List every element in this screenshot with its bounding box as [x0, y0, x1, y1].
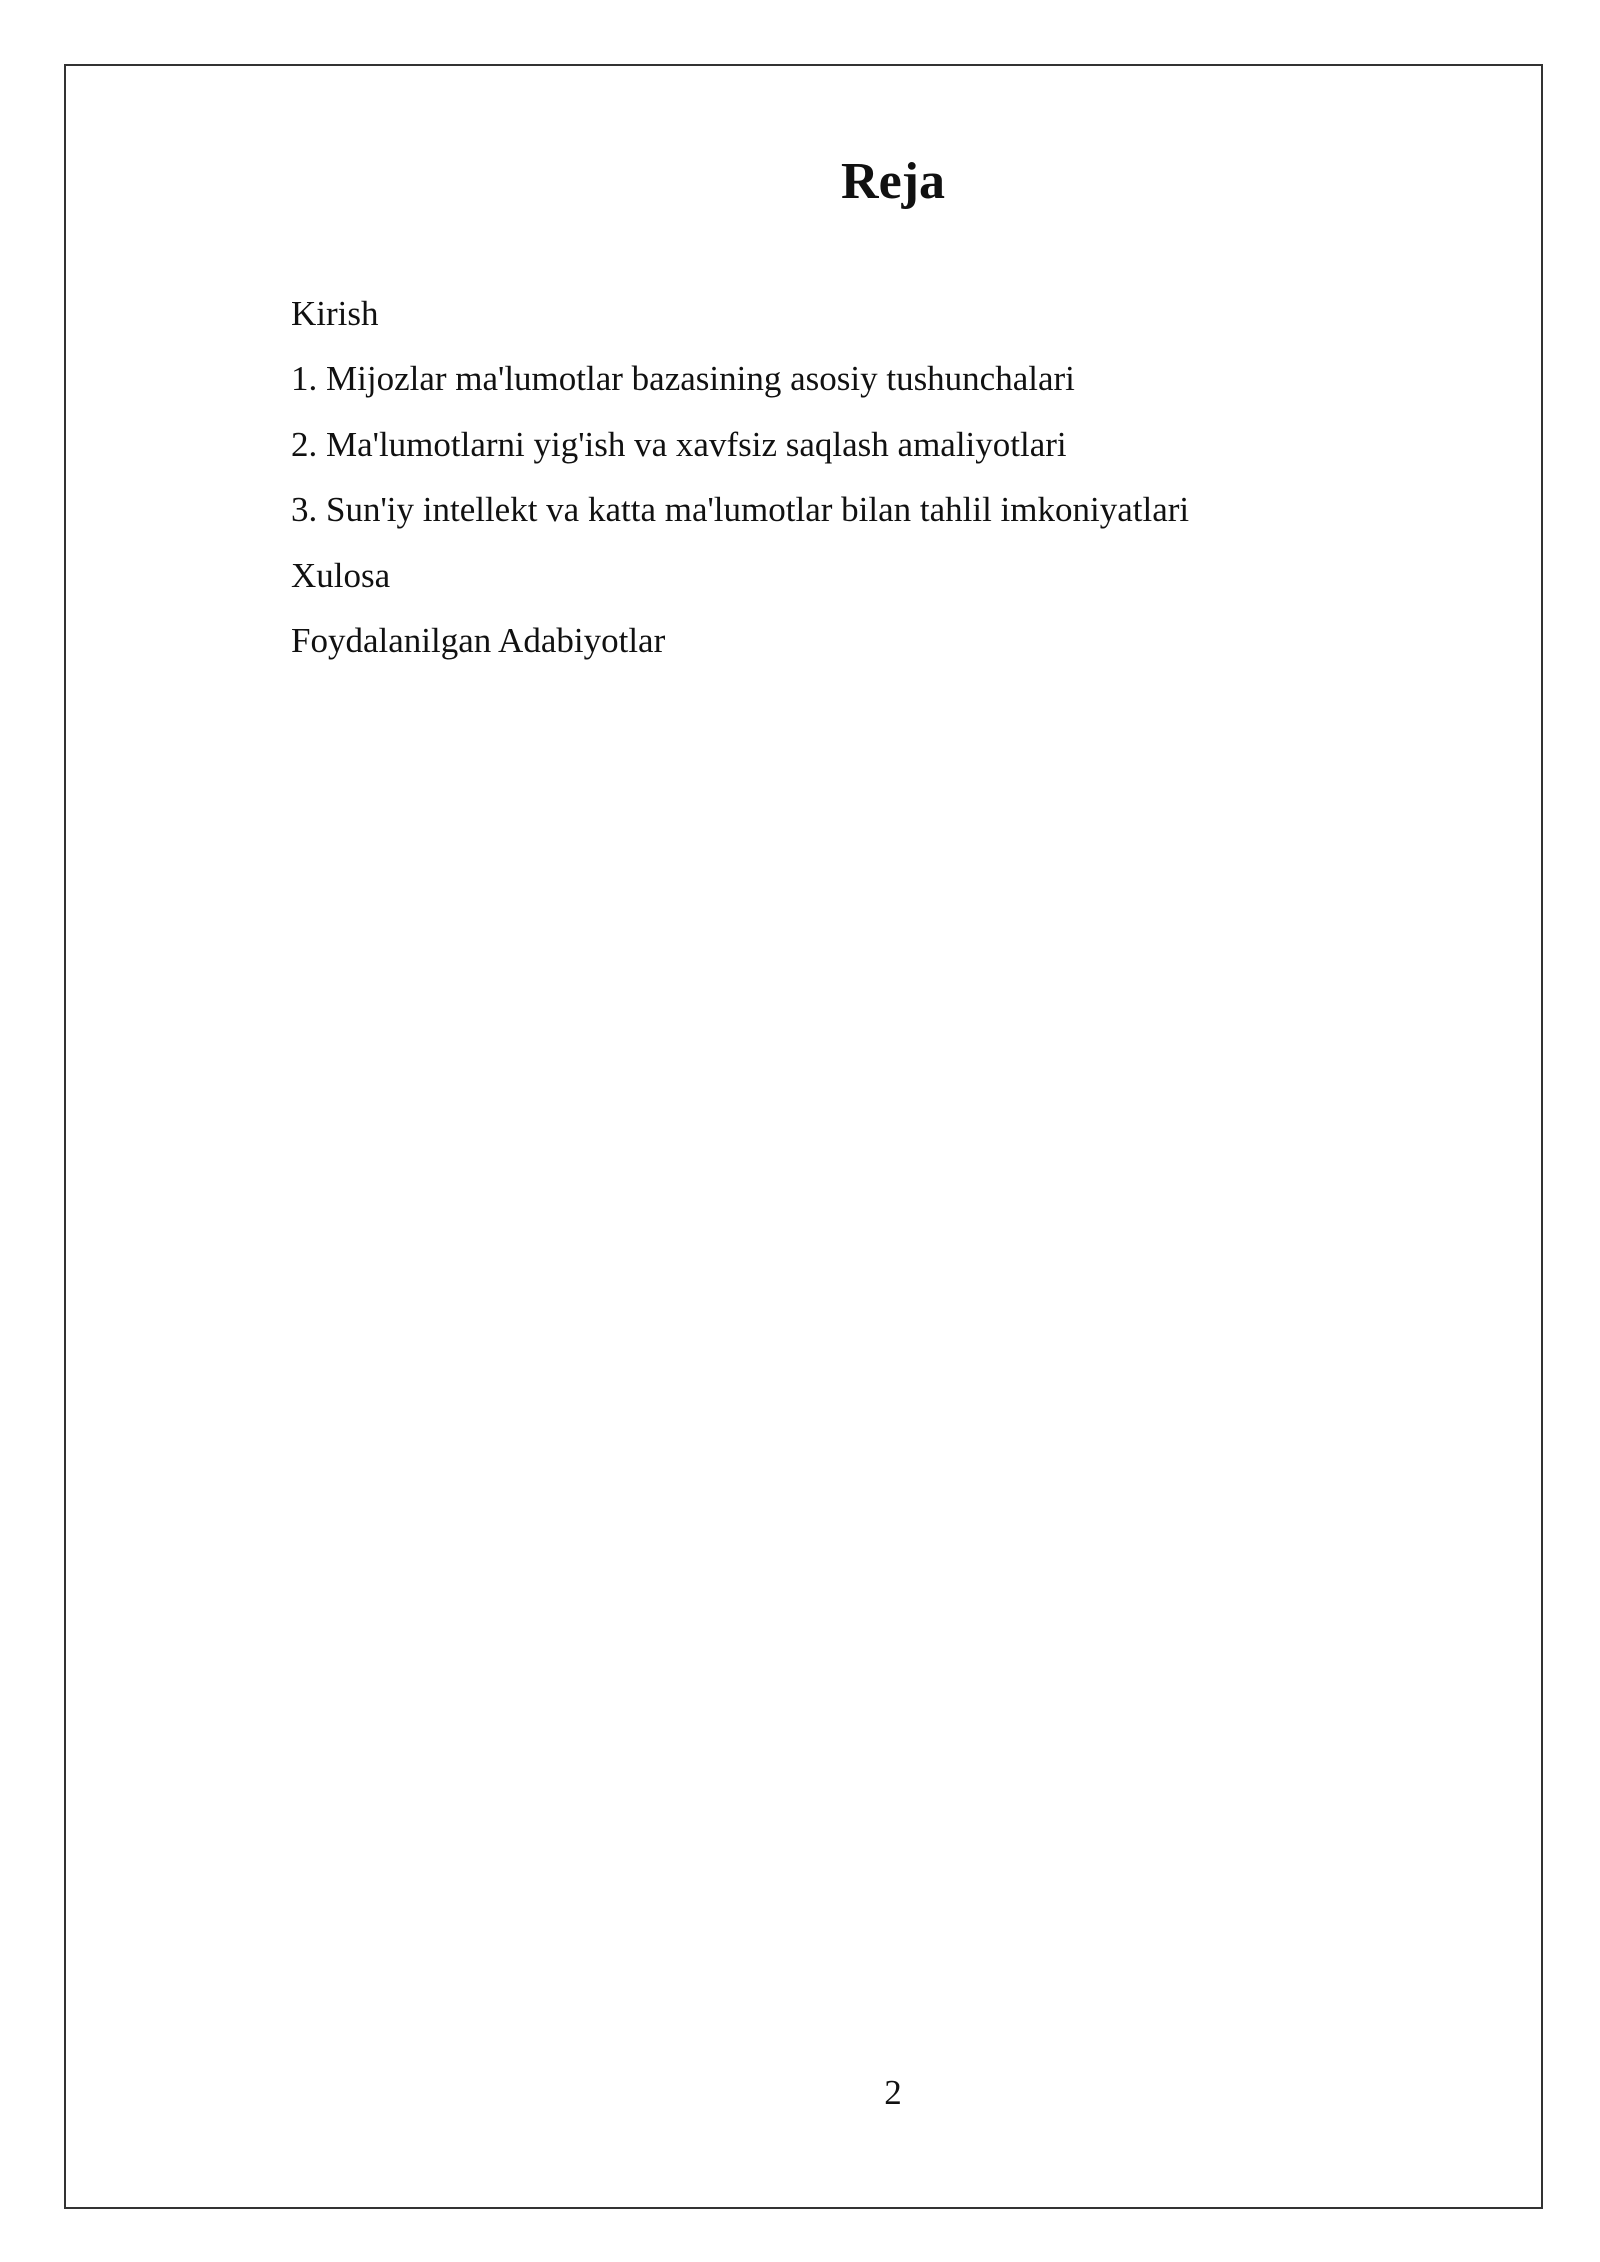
table-of-contents	[291, 294, 1189, 686]
page-number: 2	[884, 2073, 902, 2112]
toc-item-chapter-2: 2. Ma'lumotlarni yig'ish va xavfsiz saqlash amaliyotlari	[291, 424, 1067, 464]
toc-item-references: Foydalanilgan Adabiyotlar	[291, 620, 666, 660]
toc-item-introduction: Kirish	[291, 294, 379, 333]
toc-item-chapter-3: 3. Sun'iy intellekt va katta ma'lumotlar bilan tahlil imkoniyatlari	[291, 490, 1190, 530]
toc-item-chapter-1: 1. Mijozlar ma'lumotlar bazasining asosiy tushunchalari	[291, 359, 1075, 399]
toc-item-conclusion: Xulosa	[291, 555, 391, 595]
page-title: Reja	[841, 153, 945, 210]
